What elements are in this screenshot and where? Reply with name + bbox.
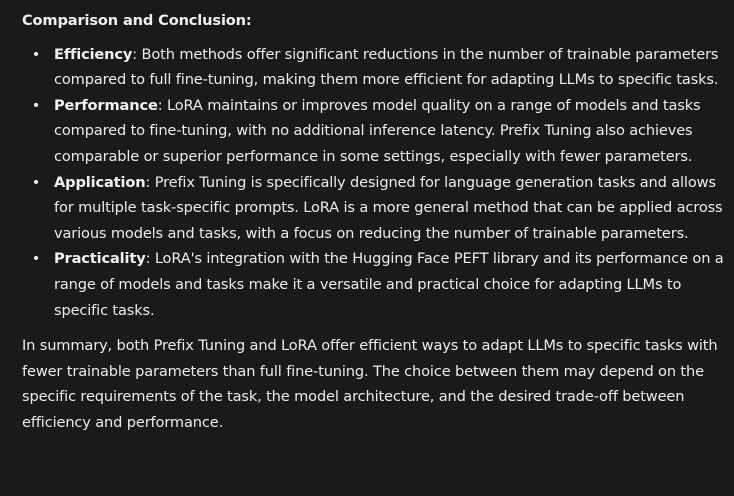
list-item-efficiency	[31, 42, 724, 93]
comparison-list	[22, 42, 724, 324]
item-text: : LoRA's integration with the Hugging Face PEFT library and its performance on a range of models and tasks make it a versatile and practical choice for adapting LLMs to specific tasks.	[54, 250, 724, 319]
list-item-performance	[31, 93, 724, 170]
bullet-icon: •	[31, 96, 41, 114]
list-item-practicality	[31, 246, 724, 323]
bullet-icon: •	[31, 45, 41, 63]
term-label: Performance	[54, 96, 158, 114]
term-label: Application	[54, 173, 146, 191]
summary-paragraph: In summary, both Prefix Tuning and LoRA offer efficient ways to adapt LLMs to specific tasks with fewer trainable parameters than full fine-tuning. The choice between them may depend on the specific requirements of the task, the model architecture, and the desired trade-off between efficiency and performance.	[22, 337, 718, 431]
term-label: Efficiency	[54, 45, 133, 63]
bullet-icon: •	[31, 250, 41, 268]
item-text: : Prefix Tuning is specifically designed for language generation tasks and allows for multiple task-specific prompts. LoRA is a more general method that can be applied across various models and tasks, with a focus on reducing the number of trainable parameters.	[54, 173, 723, 242]
item-text: : LoRA maintains or improves model quality on a range of models and tasks compared to fine-tuning, with no additional inference latency. Prefix Tuning also achieves comparable or superior performance in some settings, especially with fewer parameters.	[54, 96, 701, 165]
section-heading: Comparison and Conclusion:	[22, 12, 252, 29]
bullet-icon: •	[31, 173, 41, 191]
list-item-application	[31, 170, 724, 247]
item-text: : Both methods offer significant reductions in the number of trainable parameters compared to full fine-tuning, making them more efficient for adapting LLMs to specific tasks.	[54, 45, 719, 89]
term-label: Practicality	[54, 250, 146, 268]
